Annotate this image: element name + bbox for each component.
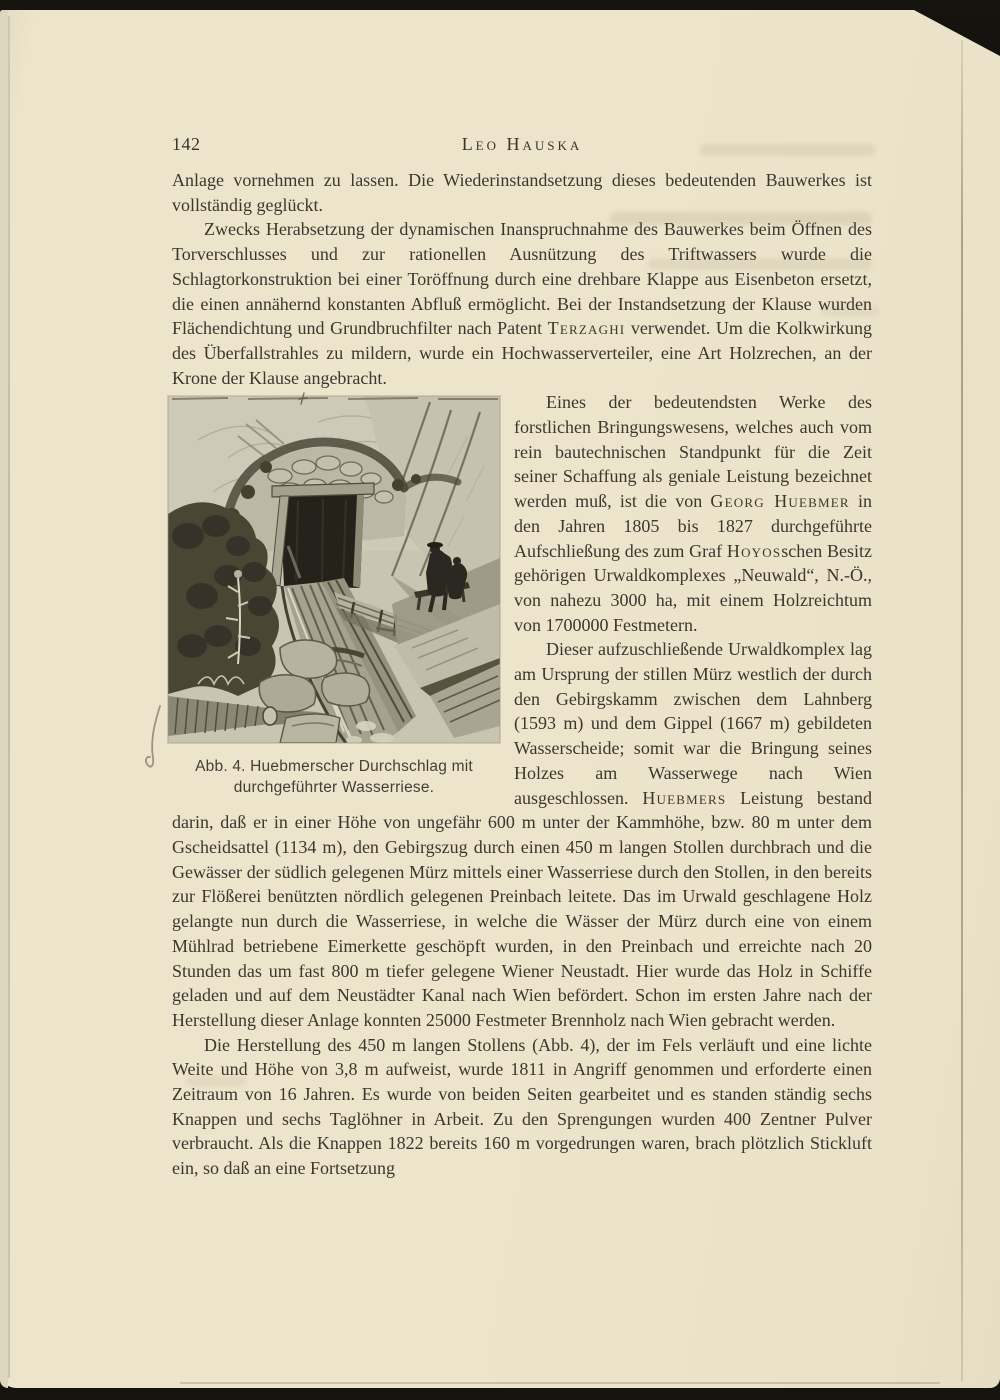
figure-caption-line2: durchgeführter Wasserriese. <box>233 779 435 797</box>
paragraph: Eines der bedeutendsten Werke des forstlichen Bringungswesens, welches auch vom rein bautechnischen Standpunkt für die Zeit seiner Schaffung als geniale Leistung bezeichnet werden muß, ist die von Georg Huebmer in den Jahren 1805 bis 1827 durchgeführte Aufschließung des zum Graf Hoyosschen Besitz gehörigen Urwaldkomplexes „Neuwald“, N.-Ö., von nahezu 3000 ha, mit einem Holzreichtum von 1700000 Festmetern. <box>514 392 872 635</box>
paragraph: Die Herstellung des 450 m langen Stollens (Abb. 4), der im Fels verläuft und eine lichte Weite und Höhe von 3,8 m aufweist, wurde 1811 in Angriff genommen und erforderte einen Zeitraum von 16 Jahren. Es wurde von beiden Seiten gearbeitet und es standen ständig sechs Knappen und sechs Taglöhner in Arbeit. Zu den Sprengungen wurden 400 Zentner Pulver verbraucht. Als die Knappen 1822 bereits 160 m vorgedrungen waren, brach plötzlich Stickluft ein, so daß an eine Fortsetzung <box>172 1034 872 1179</box>
paragraph: Zwecks Herabsetzung der dynamischen Inanspruchnahme des Bauwerkes beim Öffnen des Torverschlusses und zur rationellen Ausnützung des Triftwassers wurde die Schlagtorkonstruktion bei einer Toröffnung durch eine drehbare Klappe aus Eisenbeton ersetzt, die einen annähernd konstanten Abfluß ermöglicht. Bei der Instandsetzung der Klause wurden Flächendichtung und Grundbruchfilter nach Patent Terzaghi verwendet. Um die Kolkwirkung des Überfallstrahles zu mildern, wurde ein Hochwasserverteiler, eine Art Holzrechen, an der Krone der Klause angebracht. <box>172 219 872 388</box>
running-header: Leo Hauska <box>461 134 583 154</box>
page-edge-band <box>0 10 8 1388</box>
page-edge-line <box>8 16 10 1378</box>
page-fold-line <box>961 40 963 1382</box>
paragraph: Dieser aufzuschließende Urwaldkomplex lag am Ursprung der stillen Mürz westlich der durch den Gebirgskamm zwischen dem Lahnberg (1593 m) und dem Gippel (1667 m) gebildeten Wasserscheide; somit war die Bringung seines Holzes am Wasserwege nach Wien ausgeschlossen. Huebmers Leistung bestand darin, daß er in einer Höhe von ungefähr 600 m unter der Kammhöhe, bzw. 80 m unter dem Gscheidsattel (1134 m), den Gebirgszug durch einen 450 m langen Stollen durchbrach und die Gewässer der südlich gelegenen Mürz mittels einer Wasserriese durch den Stollen, in den bereits zur Flößerei benützten nördlich gelegenen Preinbach leitete. Das im Urwald geschlagene Holz gelangte nun durch die Wasserriese, in welche die Wässer der Mürz durch eine von einem Mühlrad betriebene Eimerkette geschöpft wurden, in den Preinbach und erreichte nach 20 Stunden das um fast 800 m tiefer gelegene Wiener Neustadt. Hier wurde das Holz in Schiffe geladen und auf dem Neustädter Kanal nach Wien befördert. Schon im ersten Jahre nach der Herstellung dieser Anlage konnten 25000 Festmeter Brennholz nach Wien gebracht werden. <box>172 639 872 1030</box>
tunnel-flume-etching <box>168 396 500 743</box>
stray-pen-mark <box>296 391 310 407</box>
text-block <box>172 168 872 1181</box>
pencil-checkmark <box>138 702 172 786</box>
page-bottom-curl <box>180 1382 940 1384</box>
figure-caption <box>168 756 500 798</box>
figure-abb4 <box>168 396 500 798</box>
page-header <box>172 134 872 160</box>
paragraph: Anlage vornehmen zu lassen. Die Wiederinstandsetzung dieses bedeutenden Bauwerkes ist vollständig geglückt. <box>172 170 872 215</box>
figure-caption-line1: Abb. 4. Huebmerscher Durchschlag mit <box>195 758 473 776</box>
page-number: 142 <box>172 134 201 154</box>
book-page <box>0 10 1000 1388</box>
figure-illustration <box>168 396 500 743</box>
